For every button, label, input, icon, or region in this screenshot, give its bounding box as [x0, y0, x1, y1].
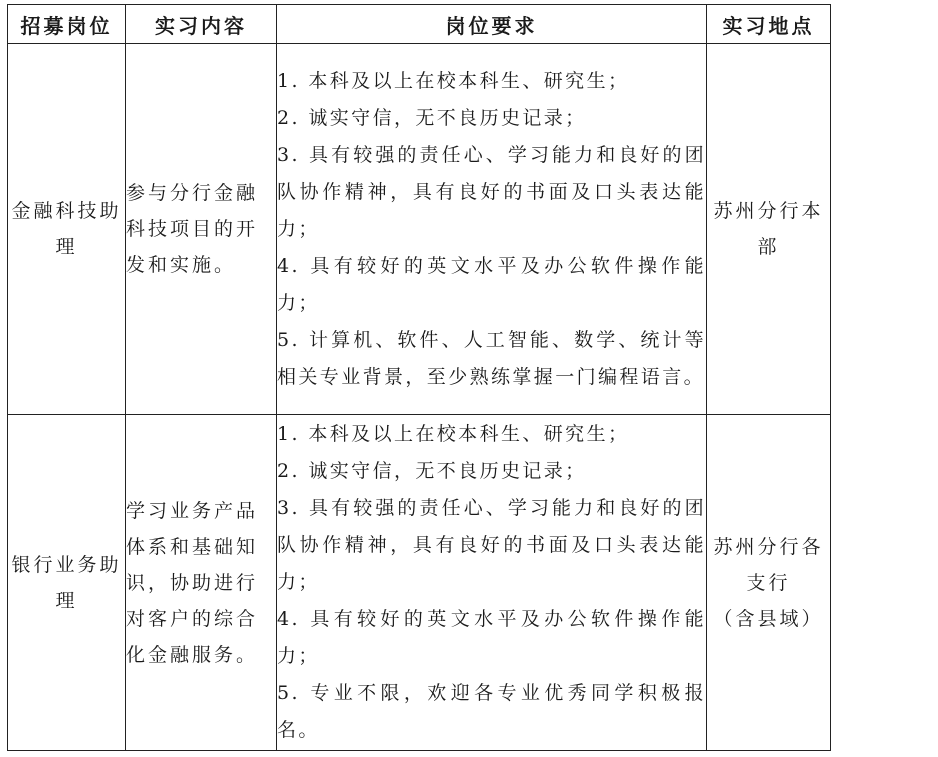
- position-cell: 金融科技助理: [8, 44, 126, 415]
- requirement-item: 3. 具有较强的责任心、学习能力和良好的团队协作精神，具有良好的书面及口头表达能力；: [277, 143, 706, 240]
- table-header-row: [8, 5, 831, 44]
- table-row: [8, 44, 831, 415]
- requirement-item: 5. 计算机、软件、人工智能、数学、统计等相关专业背景，至少熟练掌握一门编程语言。: [277, 328, 706, 388]
- requirements-cell: [277, 44, 707, 415]
- requirement-item: 4. 具有较好的英文水平及办公软件操作能力；: [277, 254, 706, 314]
- content-cell: 参与分行金融科技项目的开发和实施。: [126, 44, 277, 415]
- recruitment-table: [7, 4, 831, 751]
- location-text: 苏州分行本部: [713, 200, 824, 258]
- header-location: 实习地点: [707, 5, 831, 44]
- requirement-item: 2. 诚实守信，无不良历史记录；: [277, 106, 587, 129]
- location-cell: [707, 415, 831, 751]
- position-cell: 银行业务助理: [8, 415, 126, 751]
- table-row: [8, 415, 831, 751]
- requirement-item: 4. 具有较好的英文水平及办公软件操作能力；: [277, 608, 706, 667]
- requirement-item: 3. 具有较强的责任心、学习能力和良好的团队协作精神，具有良好的书面及口头表达能力；: [277, 497, 706, 593]
- requirement-item: 1. 本科及以上在校本科生、研究生；: [277, 69, 630, 92]
- requirement-item: 2. 诚实守信，无不良历史记录；: [277, 460, 587, 482]
- requirement-item: 1. 本科及以上在校本科生、研究生；: [277, 423, 630, 445]
- header-content: 实习内容: [126, 5, 277, 44]
- content-cell: 学习业务产品体系和基础知识，协助进行对客户的综合化金融服务。: [126, 415, 277, 751]
- header-position: 招募岗位: [8, 5, 126, 44]
- requirements-cell: [277, 415, 707, 751]
- requirement-item: 5. 专业不限，欢迎各专业优秀同学积极报名。: [277, 682, 706, 741]
- header-requirements: 岗位要求: [277, 5, 707, 44]
- location-cell: [707, 44, 831, 415]
- location-note: （含县域）: [713, 607, 824, 630]
- location-text: 苏州分行各支行: [713, 535, 824, 594]
